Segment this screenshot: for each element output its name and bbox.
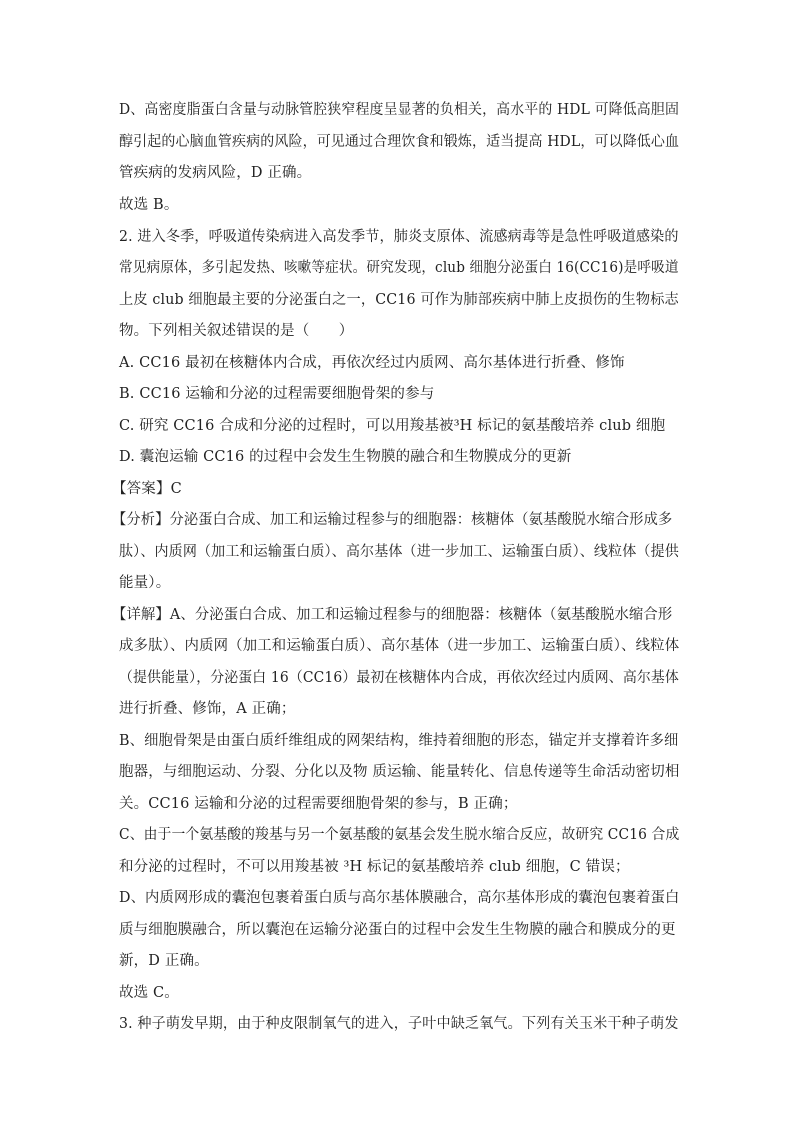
text-line: 故选 B。 xyxy=(119,197,179,213)
text-line: （提供能量），分泌蛋白 16（CC16）最初在核糖体内合成，再依次经过内质网、高尔基体 xyxy=(119,670,679,686)
text-line: D、内质网形成的囊泡包裹着蛋白质与高尔基体膜融合，高尔基体形成的囊泡包裹着蛋白 xyxy=(119,890,680,906)
text-line: 成多肽）、内质网（加工和运输蛋白质）、高尔基体（进一步加工、运输蛋白质）、线粒体 xyxy=(119,638,680,654)
text-line: 关。CC16 运输和分泌的过程需要细胞骨架的参与，B 正确； xyxy=(119,796,518,812)
analysis-heading: 【分析】分泌蛋白合成、加工和运输过程参与的细胞器：核糖体（氨基酸脱水缩合形成多 xyxy=(112,512,673,528)
answer-label: 【答案】C xyxy=(112,481,182,497)
text-line: 故选 C。 xyxy=(119,985,179,1001)
text-line: 物。下列相关叙述错误的是（ ） xyxy=(119,323,354,339)
text-line: C、由于一个氨基酸的羧基与另一个氨基酸的氨基会发生脱水缩合反应，故研究 CC16 合成 xyxy=(119,827,680,843)
question-3-stem: 3. 种子萌发早期，由于种皮限制氧气的进入，子叶中缺乏氧气。下列有关玉米干种子萌发 xyxy=(119,1016,679,1032)
option-c: C. 研究 CC16 合成和分泌的过程时，可以用羧基被³H 标记的氨基酸培养 club 细胞 xyxy=(119,418,666,434)
detail-heading: 【详解】A、分泌蛋白合成、加工和运输过程参与的细胞器：核糖体（氨基酸脱水缩合形 xyxy=(112,607,673,623)
question-2-stem: 2. 进入冬季，呼吸道传染病进入高发季节，肺炎支原体、流感病毒等是急性呼吸道感染的 xyxy=(119,229,679,245)
text-line: 醇引起的心脑血管疾病的风险，可见通过合理饮食和锻炼，适当提高 HDL，可以降低心血 xyxy=(119,134,680,150)
text-line: 新，D 正确。 xyxy=(119,953,209,969)
text-line: 管疾病的发病风险，D 正确。 xyxy=(119,165,312,181)
text-line: B、细胞骨架是由蛋白质纤维组成的网架结构，维持着细胞的形态，锚定并支撑着许多细 xyxy=(119,733,679,749)
text-line: 进行折叠、修饰，A 正确； xyxy=(119,701,296,717)
option-a: A. CC16 最初在核糖体内合成，再依次经过内质网、高尔基体进行折叠、修饰 xyxy=(119,355,625,371)
text-line: 质与细胞膜融合，所以囊泡在运输分泌蛋白的过程中会发生生物膜的融合和膜成分的更 xyxy=(119,922,676,938)
text-line: 能量）。 xyxy=(119,575,171,591)
option-b: B. CC16 运输和分泌的过程需要细胞骨架的参与 xyxy=(119,386,435,402)
text-line: 肽）、内质网（加工和运输蛋白质）、高尔基体（进一步加工、运输蛋白质）、线粒体（提供 xyxy=(119,544,679,560)
option-d: D. 囊泡运输 CC16 的过程中会发生生物膜的融合和生物膜成分的更新 xyxy=(119,449,572,465)
text-line: 胞器，与细胞运动、分裂、分化以及物 质运输、能量转化、信息传递等生命活动密切相 xyxy=(119,764,680,780)
text-line: D、高密度脂蛋白含量与动脉管腔狭窄程度呈显著的负相关，高水平的 HDL 可降低高胆固 xyxy=(119,102,680,118)
text-line: 上皮 club 细胞最主要的分泌蛋白之一，CC16 可作为肺部疾病中肺上皮损伤的生物标志 xyxy=(119,292,679,308)
text-line: 常见病原体，多引起发热、咳嗽等症状。研究发现，club 细胞分泌蛋白 16(CC16)是呼吸道 xyxy=(119,260,679,276)
text-line: 和分泌的过程时，不可以用羧基被 ³H 标记的氨基酸培养 club 细胞，C 错误； xyxy=(119,859,630,875)
